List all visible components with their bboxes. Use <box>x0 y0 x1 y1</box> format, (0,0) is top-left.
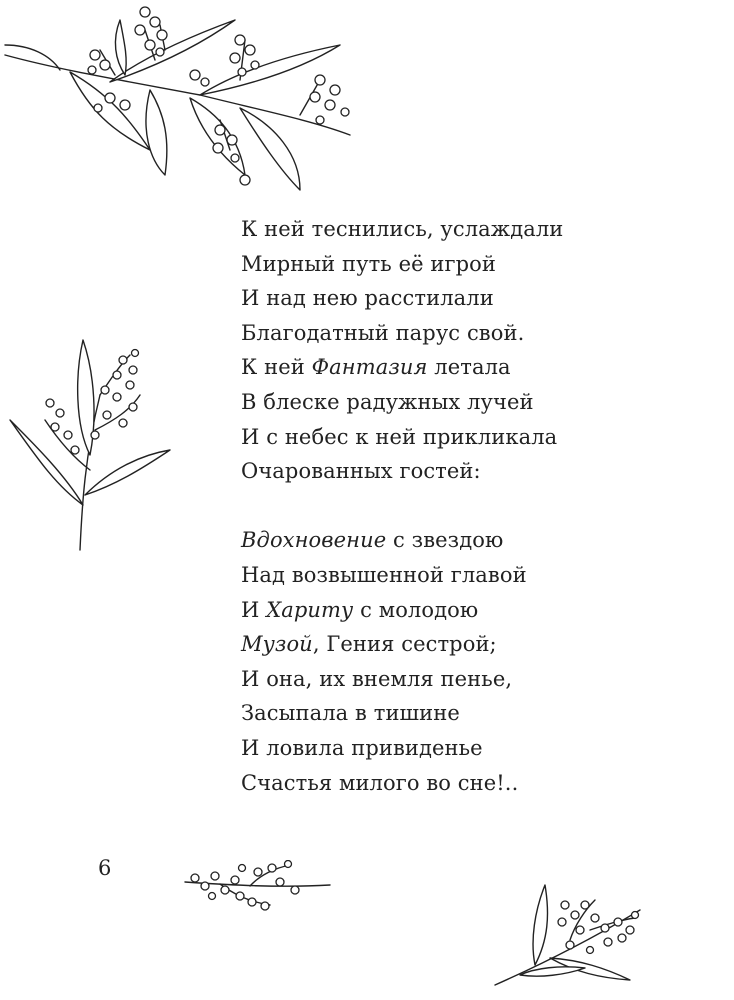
left-mimosa-illustration <box>5 335 175 555</box>
poem-line: И ловила привиденье <box>241 735 483 760</box>
poem-line: Засыпала в тишине <box>241 701 460 726</box>
poem-line: К ней теснились, услаждали <box>241 217 564 241</box>
poem-line: Благодатный парус свой. <box>241 320 525 345</box>
poem-line: Мирный путь её игрой <box>241 251 497 276</box>
poem-line: К ней Фантазия летала <box>241 355 511 380</box>
poem-line: И над нею расстилали <box>241 286 494 311</box>
poem-line: Музой, Гения сестрой; <box>241 632 497 657</box>
poem-line: И с небес к ней прикликала <box>241 424 558 449</box>
poem-line: Вдохновение с звездою <box>241 528 504 553</box>
poem-body <box>241 212 563 800</box>
poem-line: В блеске радужных лучей <box>241 389 534 414</box>
poem-line: Над возвышенной главой <box>241 562 527 587</box>
bottom-mimosa-illustration <box>180 860 340 920</box>
poem-line: И Хариту с молодою <box>241 597 479 622</box>
poem-line: И она, их внемля пенье, <box>241 666 513 691</box>
page-number: 6 <box>98 856 112 880</box>
stanza-break <box>241 489 563 524</box>
poem-line: Счастья милого во сне!.. <box>241 770 519 795</box>
poem-line: Очарованных гостей: <box>241 459 481 484</box>
bottom-right-mimosa-illustration <box>490 880 650 990</box>
top-mimosa-illustration <box>0 0 380 200</box>
